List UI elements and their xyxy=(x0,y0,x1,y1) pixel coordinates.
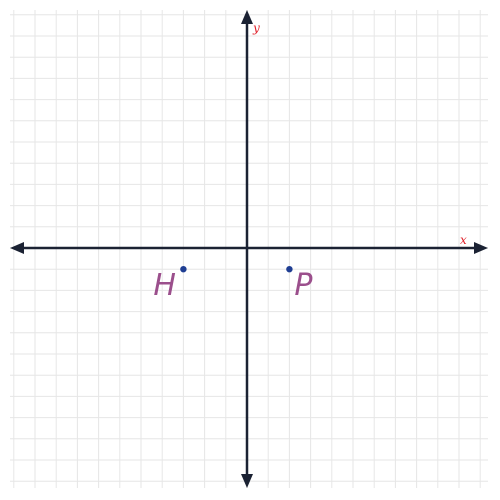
point-h xyxy=(180,266,186,272)
x-axis-right-arrow xyxy=(474,242,488,254)
point-label-h: H xyxy=(153,268,176,304)
y-axis-label: y xyxy=(253,21,260,35)
x-axis-label: x xyxy=(460,233,467,247)
y-axis-top-arrow xyxy=(241,10,253,24)
point-label-p: P xyxy=(294,268,313,304)
x-axis-left-arrow xyxy=(10,242,24,254)
point-p xyxy=(286,266,292,272)
